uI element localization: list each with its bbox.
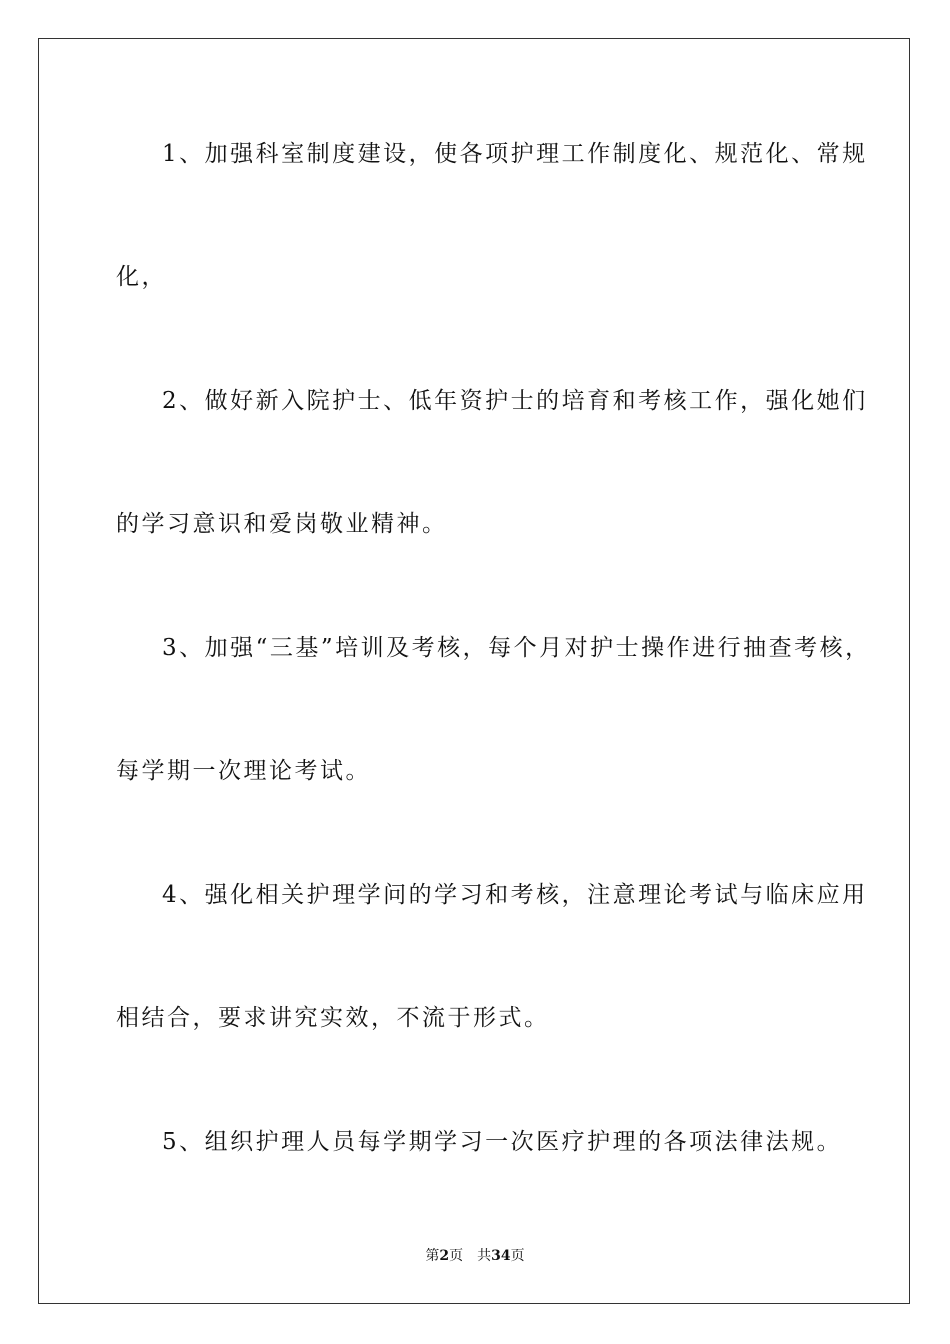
- page-border: [38, 38, 910, 1304]
- footer-page-number: 2: [439, 1248, 450, 1264]
- footer-page-prefix: 第: [425, 1248, 440, 1264]
- footer-total-suffix: 页: [510, 1248, 525, 1264]
- paragraph-2-line-1: 2、做好新入院护士、低年资护士的培育和考核工作，强化她们: [162, 388, 868, 414]
- paragraph-2-line-2: 的学习意识和爱岗敬业精神。: [116, 511, 448, 537]
- paragraph-4-line-2: 相结合，要求讲究实效，不流于形式。: [116, 1005, 550, 1031]
- paragraph-4-line-1: 4、强化相关护理学问的学习和考核，注意理论考试与临床应用: [162, 882, 868, 908]
- footer-page-suffix: 页: [449, 1248, 464, 1264]
- page-footer: [0, 1245, 950, 1265]
- paragraph-5-line-1: 5、组织护理人员每学期学习一次医疗护理的各项法律法规。: [162, 1129, 843, 1155]
- footer-total-prefix: 共: [477, 1248, 492, 1264]
- footer-total-pages: 34: [491, 1248, 511, 1264]
- paragraph-3-line-2: 每学期一次理论考试。: [116, 758, 371, 784]
- paragraph-1-line-2: 化，: [116, 264, 167, 290]
- paragraph-3-line-1: 3、加强“三基”培训及考核，每个月对护士操作进行抽查考核，: [162, 635, 871, 661]
- paragraph-1-line-1: 1、加强科室制度建设，使各项护理工作制度化、规范化、常规: [162, 141, 868, 167]
